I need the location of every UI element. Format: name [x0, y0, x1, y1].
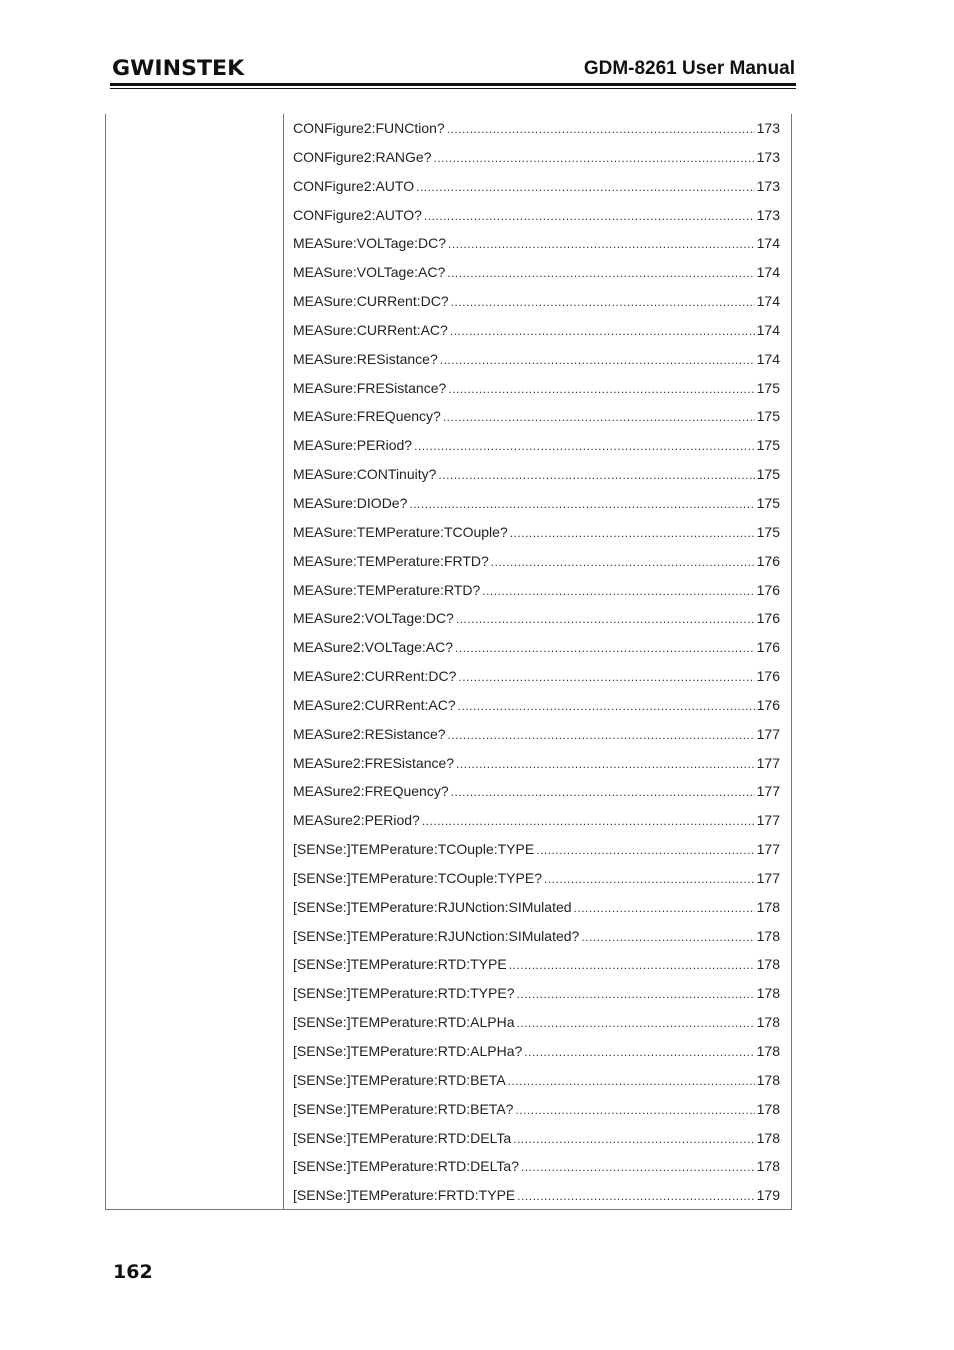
toc-entry[interactable]	[293, 547, 780, 576]
toc-dot-leader	[508, 1067, 755, 1096]
toc-list	[293, 114, 780, 1210]
toc-entry-page: 178	[756, 1014, 780, 1031]
toc-entry-page: 177	[756, 725, 780, 742]
toc-entry[interactable]	[293, 201, 780, 230]
toc-dot-leader	[434, 144, 755, 173]
toc-entry[interactable]	[293, 1124, 780, 1153]
toc-dot-leader	[451, 778, 755, 807]
toc-entry[interactable]	[293, 431, 780, 460]
toc-entry-title: MEASure2:RESistance?	[293, 725, 446, 742]
toc-dot-leader	[451, 288, 755, 317]
toc-dot-leader	[450, 317, 755, 346]
toc-entry-title: [SENSe:]TEMPerature:TCOuple:TYPE	[293, 841, 535, 858]
toc-entry-title: MEASure:FRESistance?	[293, 379, 447, 396]
toc-entry-title: MEASure:RESistance?	[293, 350, 438, 367]
toc-entry[interactable]	[293, 518, 780, 547]
toc-entry[interactable]	[293, 1037, 780, 1066]
toc-entry-page: 176	[756, 610, 780, 627]
toc-entry-page: 178	[756, 1071, 780, 1088]
toc-entry-page: 178	[756, 927, 780, 944]
toc-entry[interactable]	[293, 402, 780, 431]
toc-entry-title: MEASure:CURRent:DC?	[293, 293, 449, 310]
toc-entry[interactable]	[293, 1066, 780, 1095]
toc-entry-title: MEASure2:VOLTage:DC?	[293, 610, 454, 627]
toc-dot-leader	[422, 807, 755, 836]
toc-entry-title: MEASure2:VOLTage:AC?	[293, 639, 454, 656]
toc-entry-page: 176	[756, 668, 780, 685]
toc-entry[interactable]	[293, 950, 780, 979]
toc-entry-title: MEASure2:CURRent:AC?	[293, 696, 456, 713]
toc-entry-title: [SENSe:]TEMPerature:TCOuple:TYPE?	[293, 869, 542, 886]
toc-entry-title: [SENSe:]TEMPerature:RTD:DELTa	[293, 1129, 512, 1146]
toc-entry-title: MEASure2:PERiod?	[293, 812, 420, 829]
toc-dot-leader	[448, 721, 755, 750]
page-number: 162	[113, 1261, 153, 1283]
toc-entry-title: MEASure:PERiod?	[293, 437, 413, 454]
toc-entry-page: 173	[756, 177, 780, 194]
toc-entry[interactable]	[293, 1008, 780, 1037]
header-rule-thick	[110, 83, 796, 86]
toc-entry[interactable]	[293, 576, 780, 605]
toc-entry[interactable]	[293, 172, 780, 201]
toc-entry[interactable]	[293, 979, 780, 1008]
toc-entry-page: 174	[756, 264, 780, 281]
toc-entry[interactable]	[293, 460, 780, 489]
manual-title: GDM-8261 User Manual	[583, 58, 795, 79]
toc-dot-leader	[458, 692, 755, 721]
toc-dot-leader	[456, 750, 755, 779]
toc-entry-page: 176	[756, 639, 780, 656]
toc-entry[interactable]	[293, 114, 780, 143]
toc-entry-title: [SENSe:]TEMPerature:RTD:TYPE	[293, 956, 507, 973]
toc-entry-page: 178	[756, 1043, 780, 1059]
toc-entry[interactable]	[293, 604, 780, 633]
toc-entry-title: [SENSe:]TEMPerature:RTD:TYPE?	[293, 985, 515, 1002]
toc-entry-page: 178	[756, 1158, 780, 1175]
toc-entry[interactable]	[293, 1181, 780, 1210]
toc-entry-page: 178	[756, 956, 780, 973]
toc-entry-title: [SENSe:]TEMPerature:RJUNction:SIMulated	[293, 898, 572, 915]
toc-dot-leader	[458, 663, 754, 692]
toc-entry[interactable]	[293, 229, 780, 258]
toc-entry-page: 175	[756, 494, 780, 511]
toc-dot-leader	[448, 375, 754, 404]
toc-entry-page: 173	[756, 206, 780, 223]
toc-entry-title: [SENSe:]TEMPerature:FRTD:TYPE	[293, 1187, 516, 1204]
toc-entry[interactable]	[293, 143, 780, 172]
toc-entry-page: 175	[756, 523, 780, 540]
toc-dot-leader	[516, 980, 754, 1009]
toc-entry-title: [SENSe:]TEMPerature:RTD:DELTa?	[293, 1158, 519, 1175]
toc-entry[interactable]	[293, 374, 780, 403]
toc-entry-title: MEASure:CURRent:AC?	[293, 321, 448, 338]
toc-dot-leader	[524, 1038, 754, 1067]
toc-entry[interactable]	[293, 864, 780, 893]
toc-dot-leader	[491, 548, 755, 577]
toc-dot-leader	[424, 202, 755, 231]
toc-entry-title: MEASure:DIODe?	[293, 494, 408, 511]
toc-entry-page: 177	[756, 754, 780, 771]
toc-dot-leader	[456, 605, 755, 634]
toc-entry[interactable]	[293, 806, 780, 835]
toc-entry-page: 174	[756, 350, 780, 367]
toc-entry-page: 175	[756, 466, 780, 483]
toc-dot-leader	[516, 1009, 754, 1038]
toc-dot-leader	[581, 923, 754, 952]
toc-entry-page: 175	[756, 437, 780, 454]
toc-entry-title: MEASure:TEMPerature:RTD?	[293, 581, 481, 598]
toc-entry-page: 174	[756, 235, 780, 252]
toc-entry-title: MEASure:VOLTage:DC?	[293, 235, 447, 252]
toc-dot-leader	[544, 865, 755, 894]
toc-entry-page: 174	[756, 321, 780, 338]
toc-dot-leader	[438, 461, 754, 490]
toc-dot-leader	[509, 951, 755, 980]
toc-dot-leader	[455, 634, 755, 663]
toc-dot-leader	[447, 259, 754, 288]
toc-entry[interactable]	[293, 720, 780, 749]
toc-entry[interactable]	[293, 258, 780, 287]
column-divider	[283, 114, 284, 1209]
toc-entry[interactable]	[293, 1095, 780, 1124]
toc-entry[interactable]	[293, 287, 780, 316]
toc-entry-page: 177	[756, 841, 780, 858]
toc-dot-leader	[513, 1125, 755, 1154]
toc-dot-leader	[440, 346, 755, 375]
toc-entry[interactable]	[293, 749, 780, 778]
toc-entry[interactable]	[293, 1152, 780, 1181]
header-rule-thin	[110, 88, 796, 89]
toc-entry-page: 173	[756, 120, 780, 136]
toc-dot-leader	[482, 577, 754, 606]
toc-entry-page: 177	[756, 783, 780, 800]
toc-entry[interactable]	[293, 922, 780, 951]
toc-entry-page: 176	[756, 581, 780, 598]
toc-entry-title: MEASure:VOLTage:AC?	[293, 264, 446, 281]
toc-entry-page: 174	[756, 293, 780, 310]
toc-dot-leader	[521, 1153, 755, 1182]
toc-entry[interactable]	[293, 633, 780, 662]
toc-entry-title: [SENSe:]TEMPerature:RJUNction:SIMulated?	[293, 927, 580, 944]
toc-entry-page: 178	[756, 985, 780, 1002]
toc-entry-page: 176	[756, 696, 780, 713]
toc-entry[interactable]	[293, 662, 780, 691]
toc-entry-page: 175	[756, 379, 780, 396]
toc-entry-page: 178	[756, 1100, 780, 1117]
toc-entry-title: [SENSe:]TEMPerature:RTD:ALPHa	[293, 1014, 515, 1031]
toc-entry[interactable]	[293, 316, 780, 345]
toc-dot-leader	[515, 1096, 754, 1125]
toc-entry[interactable]	[293, 489, 780, 518]
toc-entry-page: 176	[756, 552, 780, 569]
toc-entry-page: 178	[756, 898, 780, 915]
toc-dot-leader	[448, 230, 755, 259]
toc-entry-title: [SENSe:]TEMPerature:RTD:BETA?	[293, 1100, 514, 1117]
toc-entry-title: CONFigure2:AUTO	[293, 177, 415, 194]
toc-entry-title: CONFigure2:AUTO?	[293, 206, 422, 223]
toc-entry[interactable]	[293, 345, 780, 374]
toc-dot-leader	[574, 894, 755, 923]
toc-dot-leader	[536, 836, 754, 865]
toc-dot-leader	[510, 519, 755, 548]
toc-entry[interactable]	[293, 835, 780, 864]
toc-entry-page: 179	[756, 1187, 780, 1204]
toc-entry-title: CONFigure2:FUNCtion?	[293, 120, 445, 136]
toc-dot-leader	[447, 115, 755, 144]
toc-entry[interactable]	[293, 777, 780, 806]
toc-entry[interactable]	[293, 691, 780, 720]
toc-entry-page: 175	[756, 408, 780, 425]
toc-entry-title: MEASure:CONTinuity?	[293, 466, 437, 483]
brand-logo: GWINSTEK	[112, 56, 245, 80]
toc-entry-page: 173	[756, 148, 780, 165]
toc-dot-leader	[416, 173, 755, 202]
toc-entry-title: CONFigure2:RANGe?	[293, 148, 432, 165]
toc-entry[interactable]	[293, 893, 780, 922]
toc-entry-title: MEASure2:CURRent:DC?	[293, 668, 457, 685]
toc-entry-title: MEASure2:FRESistance?	[293, 754, 455, 771]
toc-entry-title: MEASure:TEMPerature:FRTD?	[293, 552, 489, 569]
toc-dot-leader	[517, 1182, 754, 1211]
toc-entry-page: 178	[756, 1129, 780, 1146]
toc-dot-leader	[414, 432, 755, 461]
toc-entry-title: MEASure:TEMPerature:TCOuple?	[293, 523, 508, 540]
toc-entry-title: MEASure2:FREQuency?	[293, 783, 449, 800]
toc-entry-page: 177	[756, 812, 780, 829]
toc-dot-leader	[409, 490, 754, 519]
toc-entry-title: [SENSe:]TEMPerature:RTD:BETA	[293, 1071, 506, 1088]
toc-entry-title: [SENSe:]TEMPerature:RTD:ALPHa?	[293, 1043, 523, 1059]
toc-entry-page: 177	[756, 869, 780, 886]
toc-entry-title: MEASure:FREQuency?	[293, 408, 441, 425]
toc-dot-leader	[443, 403, 755, 432]
